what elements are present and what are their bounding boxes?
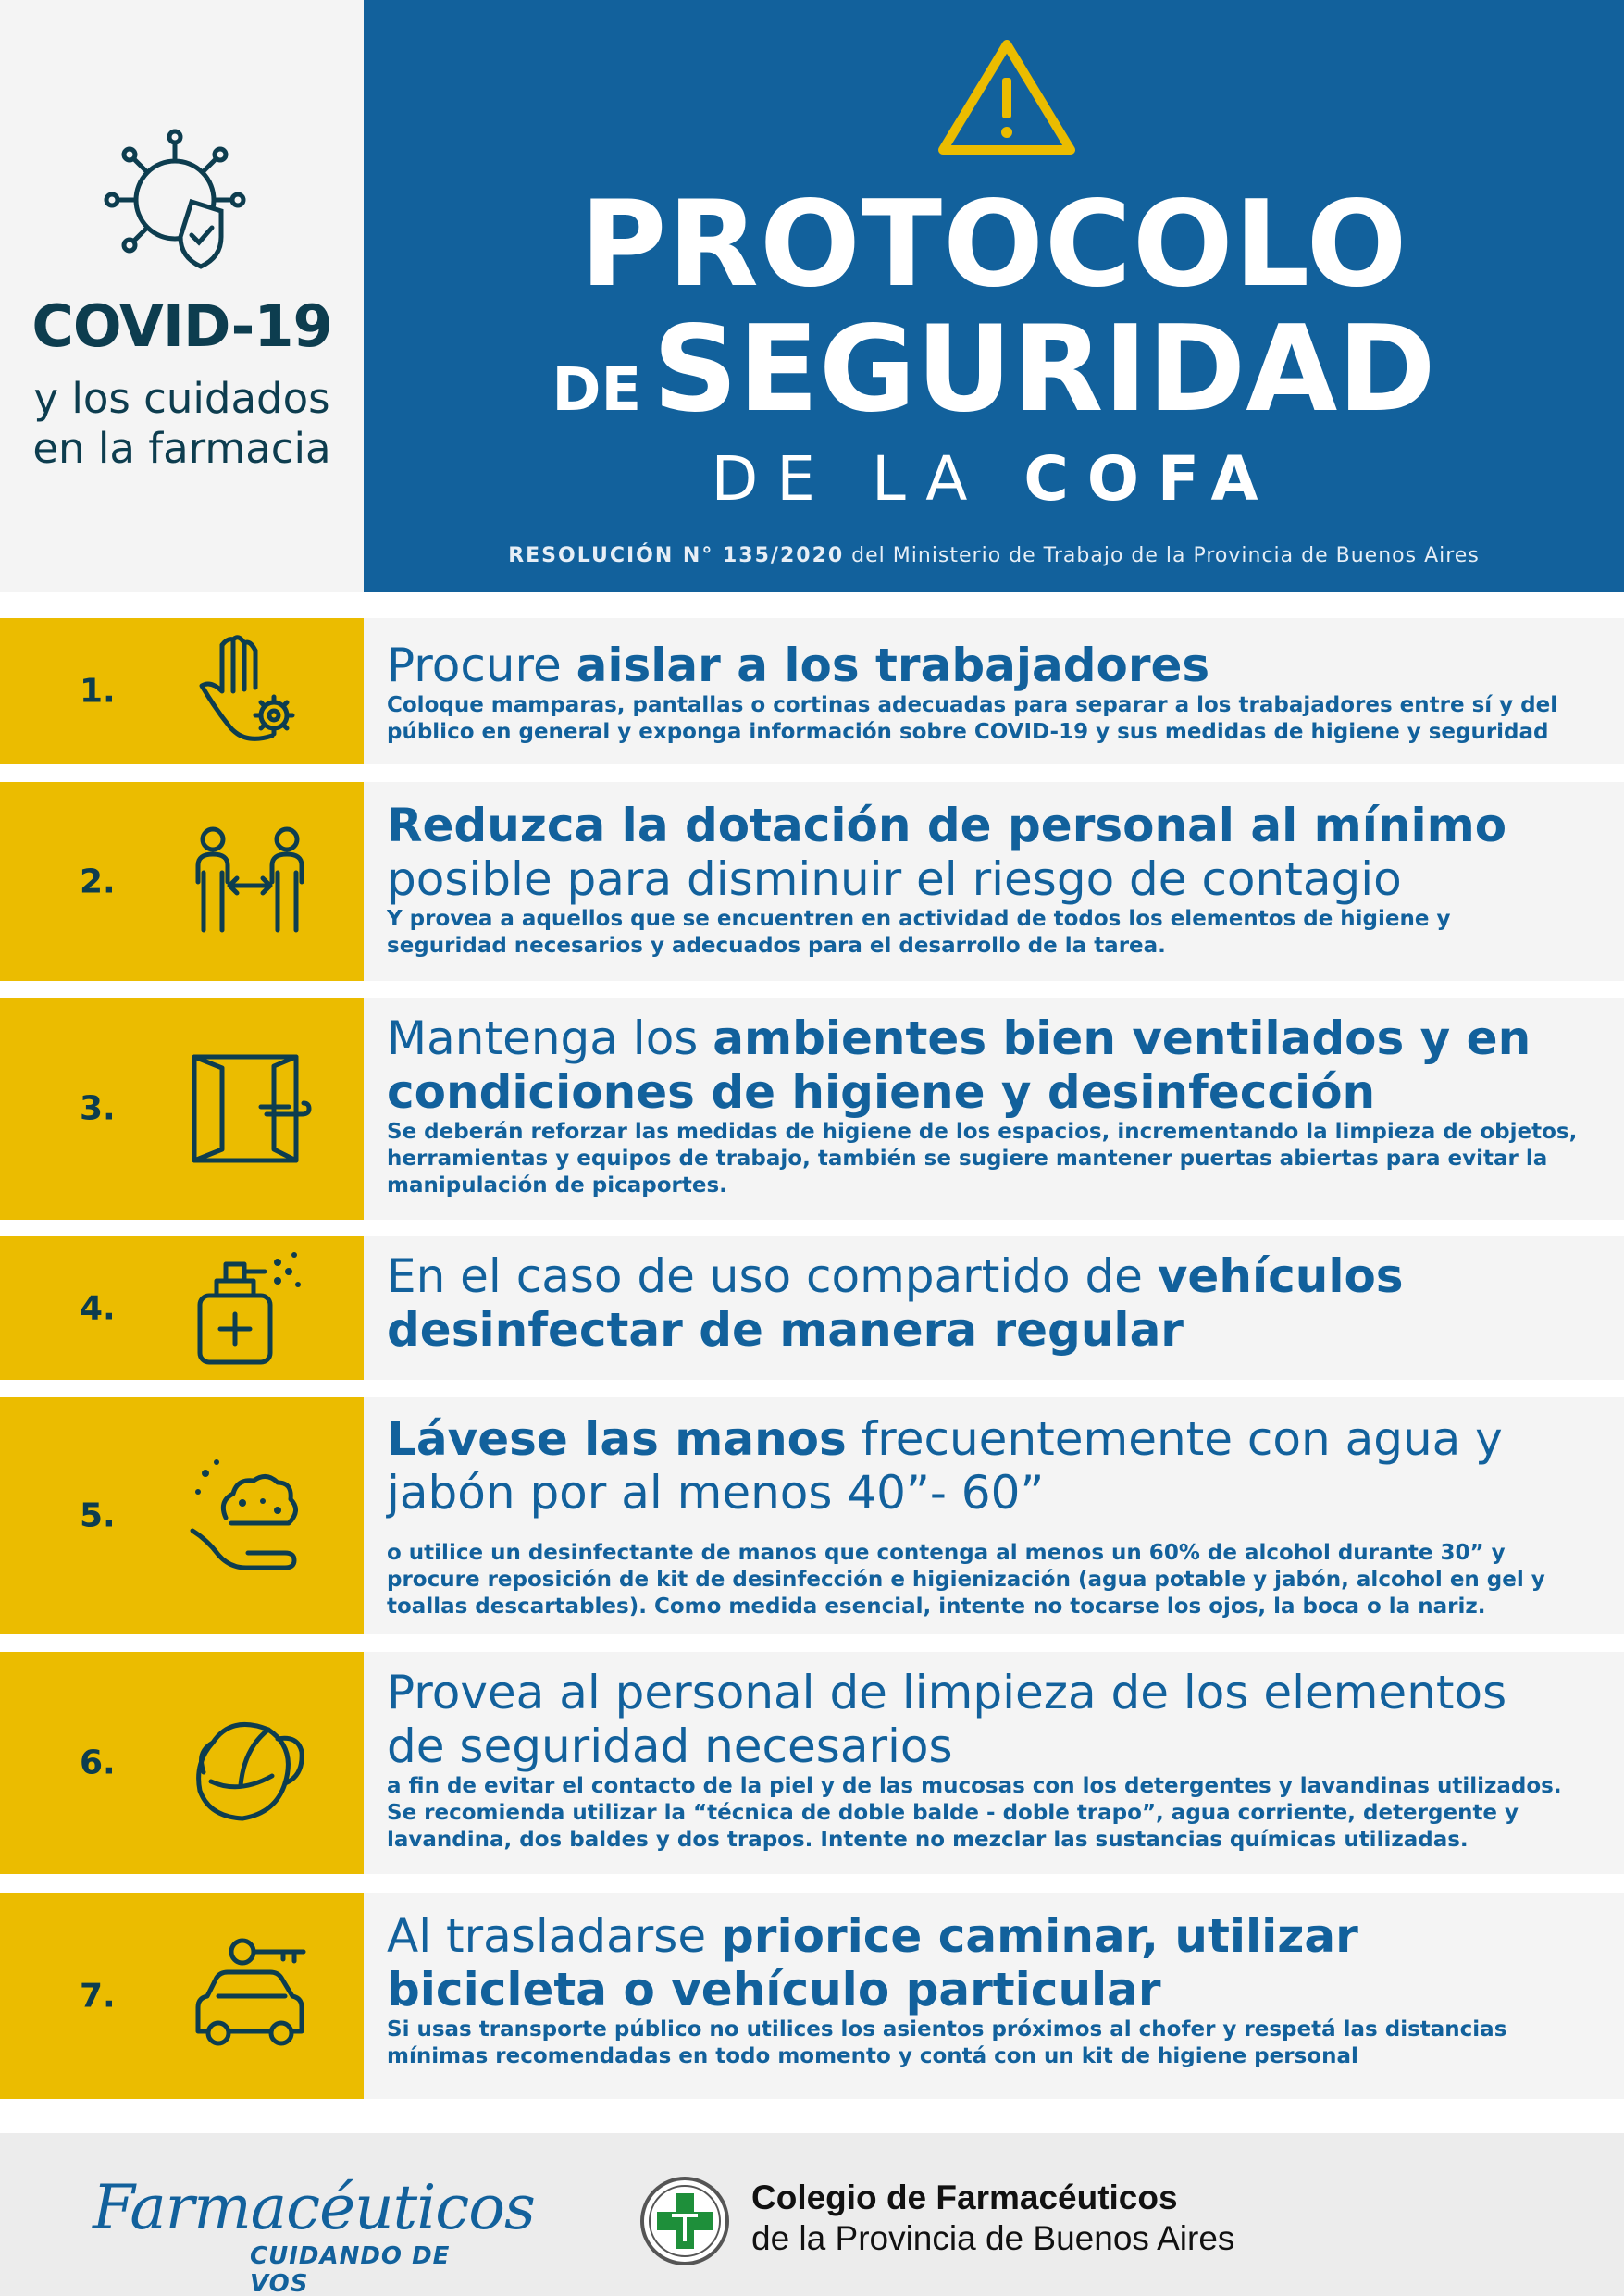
title-de-la: DE LA — [711, 443, 1024, 515]
item-number-cell — [0, 782, 364, 981]
item-text — [387, 1666, 1578, 1854]
protocol-item — [0, 1652, 1624, 1874]
item-number: 4. — [80, 1289, 116, 1327]
hand-gear-icon — [185, 627, 315, 756]
item-body: o utilice un desinfectante de manos que contenga al menos un 60% de alcohol durante 30” y procure reposición de kit de desinfección e higienización (agua potable y jabón, alcohol en gel y toallas descartables). Como medida esencial, intente no tocarse los ojos, la boca o la nariz. — [387, 1541, 1545, 1619]
item-headline — [387, 1412, 1578, 1520]
warning-icon — [936, 37, 1078, 157]
item-headline-c: frecuentemente con agua y jabón por al menos 40”- 60” — [387, 1412, 1503, 1520]
item-number: 7. — [80, 1977, 116, 2016]
item-text-cell — [364, 1893, 1624, 2099]
item-body: Se deberán reforzar las medidas de higiene de los espacios, incrementando la limpieza de objetos, herramientas y equipos de trabajo, también se sugiere mantener puertas abiertas para evitar la manipulación de picaportes. — [387, 1120, 1578, 1198]
item-headline-b: vehículos desinfectar de manera regular — [387, 1249, 1404, 1357]
face-mask-icon — [185, 1698, 315, 1828]
item-text-cell — [364, 782, 1624, 981]
item-text — [387, 799, 1578, 960]
item-text-cell — [364, 618, 1624, 764]
item-text — [387, 639, 1578, 746]
item-number-cell — [0, 1236, 364, 1380]
car-key-icon — [185, 1931, 315, 2061]
title-de: DE — [552, 356, 642, 425]
hand-washing-icon — [185, 1451, 315, 1581]
item-text — [387, 1412, 1578, 1620]
item-number-cell — [0, 1652, 364, 1874]
item-headline-a: Provea al personal de limpieza de los elementos de seguridad necesarios — [387, 1666, 1507, 1773]
item-number-cell — [0, 998, 364, 1220]
protocol-item — [0, 1236, 1624, 1380]
footer — [0, 2133, 1624, 2296]
cofa-name-line1: Colegio de Farmacéuticos — [751, 2178, 1178, 2216]
cuidando-de-vos-tag: CUIDANDO DE VOS — [250, 2242, 451, 2296]
item-number: 1. — [80, 672, 116, 711]
protocol-item — [0, 1893, 1624, 2099]
item-headline — [387, 1666, 1578, 1773]
item-body: Coloque mamparas, pantallas o cortinas adecuadas para separar a los trabajadores entre sí y del público en general y exponga información sobre COVID-19 y sus medidas de higiene y seguridad — [387, 693, 1558, 744]
protocol-item — [0, 1397, 1624, 1634]
item-number: 6. — [80, 1744, 116, 1782]
title-protocolo: PROTOCOLO — [579, 176, 1408, 314]
farmaceuticos-logo — [93, 2172, 535, 2296]
covid-subtitle — [0, 374, 364, 474]
item-text-cell — [364, 998, 1624, 1220]
covid-subtitle-line2: en la farmacia — [32, 424, 331, 473]
item-body: Si usas transporte público no utilices los asientos próximos al chofer y respetá las distancias mínimas recomendadas en todo momento y contá con un kit de higiene personal — [387, 2017, 1507, 2068]
item-number-cell — [0, 1893, 364, 2099]
title-seguridad: SEGURIDAD — [652, 301, 1436, 439]
item-headline — [387, 799, 1578, 906]
open-window-icon — [185, 1044, 315, 1173]
item-text-cell — [364, 1397, 1624, 1634]
item-number-cell — [0, 1397, 364, 1634]
item-number: 2. — [80, 863, 116, 900]
cofa-seal-icon — [638, 2175, 731, 2267]
resolution-line — [364, 544, 1624, 567]
covid-title: COVID-19 — [31, 292, 332, 360]
item-text — [387, 1249, 1578, 1357]
item-text-cell — [364, 1652, 1624, 1874]
cofa-name — [751, 2178, 1234, 2259]
resolution-number: RESOLUCIÓN N° 135/2020 — [508, 544, 845, 567]
covid-panel — [0, 0, 364, 592]
item-number-cell — [0, 618, 364, 764]
item-headline — [387, 1249, 1578, 1357]
virus-shield-icon — [103, 122, 251, 270]
covid-subtitle-line1: y los cuidados — [33, 374, 330, 423]
resolution-text: del Ministerio de Trabajo de la Provincia de Buenos Aires — [844, 544, 1480, 567]
protocol-item — [0, 618, 1624, 764]
item-headline-a: En el caso de uso compartido de — [387, 1249, 1158, 1303]
protocol-header — [364, 0, 1624, 592]
item-headline-a: Procure — [387, 639, 576, 692]
cofa-name-line2: de la Provincia de Buenos Aires — [751, 2219, 1235, 2257]
item-headline — [387, 1011, 1578, 1119]
item-headline-c: posible para disminuir el riesgo de contagio — [387, 852, 1402, 906]
item-text — [387, 1909, 1578, 2070]
item-body: a fin de evitar el contacto de la piel y de las mucosas con los detergentes y lavandinas utilizados. Se recomienda utilizar la “técnica de doble balde - doble trapo”, agua corriente, detergente y lavandina, dos baldes y dos trapos. Intente no mezclar las sustancias químicas utilizadas. — [387, 1774, 1562, 1852]
item-headline-b: aislar a los trabajadores — [576, 639, 1210, 692]
farmaceuticos-script: Farmacéuticos — [93, 2172, 535, 2243]
protocol-item — [0, 782, 1624, 981]
item-number: 3. — [80, 1089, 116, 1128]
item-headline-a: Al trasladarse — [387, 1909, 722, 1963]
item-headline-b: Lávese las manos — [387, 1412, 847, 1466]
item-text-cell — [364, 1236, 1624, 1380]
item-body: Y provea a aquellos que se encuentren en actividad de todos los elementos de higiene y seguridad necesarios y adecuados para el desarrollo de la tarea. — [387, 907, 1451, 958]
spray-bottle-icon — [185, 1244, 315, 1373]
title-de-la-cofa — [364, 442, 1624, 516]
item-text — [387, 1011, 1578, 1199]
item-headline — [387, 1909, 1578, 2017]
item-headline-b: Reduzca la dotación de personal al mínimo — [387, 799, 1507, 852]
item-headline-b: ambientes bien ventilados y en condiciones de higiene y desinfección — [387, 1011, 1531, 1119]
people-distance-icon — [185, 817, 315, 947]
protocol-item — [0, 998, 1624, 1220]
item-headline-b: priorice caminar, utilizar bicicleta o vehículo particular — [387, 1909, 1358, 2017]
title-cofa: COFA — [1023, 443, 1277, 515]
item-headline-a: Mantenga los — [387, 1011, 713, 1065]
item-headline — [387, 639, 1578, 692]
item-number: 5. — [80, 1496, 116, 1535]
